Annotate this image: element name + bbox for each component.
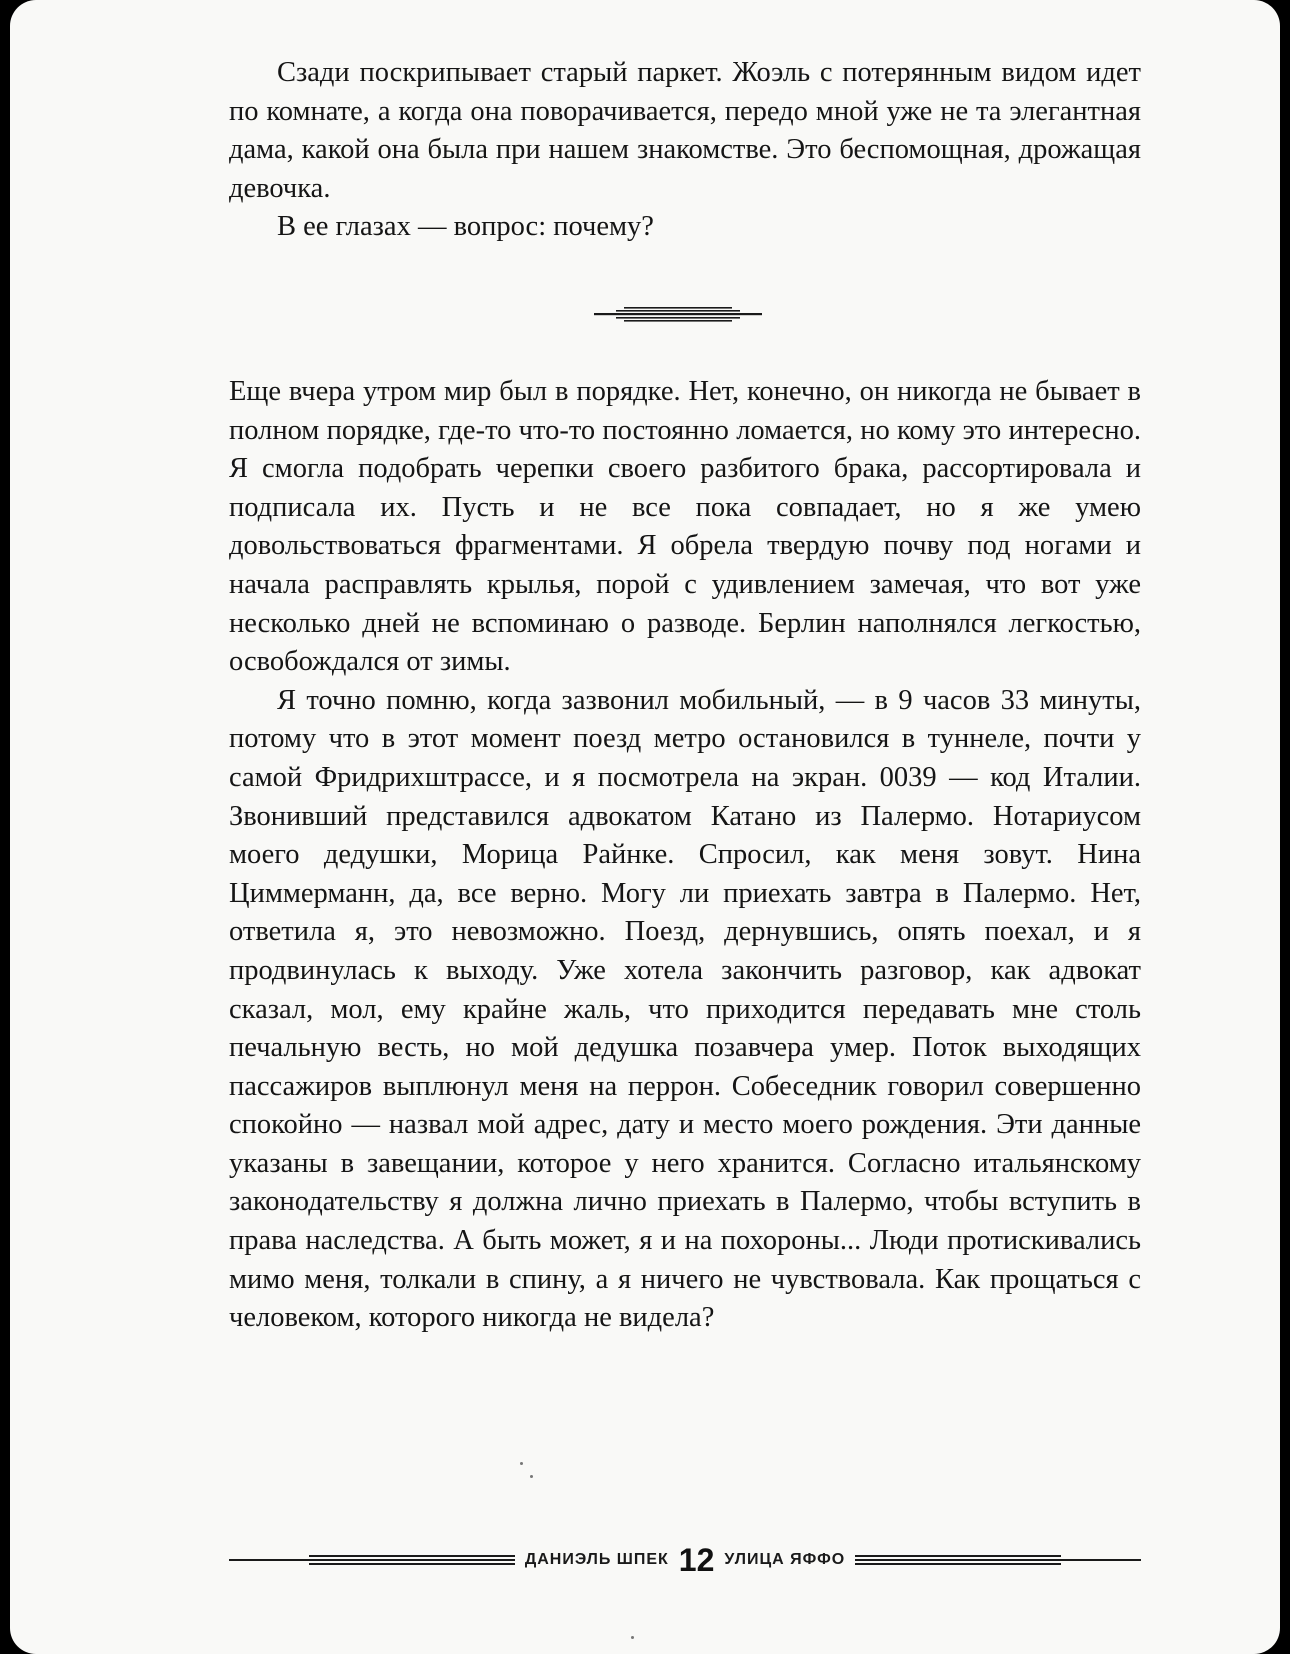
footer-rule-right bbox=[855, 1553, 1141, 1567]
page-number: 12 bbox=[678, 1542, 715, 1578]
main-text-block bbox=[229, 373, 1141, 1338]
running-footer bbox=[229, 1542, 1141, 1578]
footer-rule-left bbox=[229, 1553, 515, 1567]
book-page bbox=[10, 0, 1280, 1654]
print-speck bbox=[520, 1462, 523, 1465]
print-speck bbox=[631, 1636, 634, 1639]
section-separator-ornament bbox=[594, 305, 762, 323]
paragraph: Я точно помню, когда зазвонил мобильный, — в 9 часов 33 минуты, потому что в этот момент поезд метро остановился в туннеле, почти у самой Фридрихштрассе, и я посмотрела на экран. 0039 — код Италии. Звонивший представился адвокатом Катано из Палермо. Нотариусом моего дедушки, Морица Райнке. Спросил, как меня зовут. Нина Циммерманн, да, все верно. Могу ли приехать завтра в Палермо. Нет, ответила я, это невозможно. Поезд, дернувшись, опять поехал, и я продвинулась к выходу. Уже хотела закончить разговор, как адвокат сказал, мол, ему крайне жаль, что приходится передавать мне столь печальную весть, но мой дедушка позавчера умер. Поток выходящих пассажиров выплюнул меня на перрон. Собеседник говорил совершенно спокойно — назвал мой адрес, дату и место моего рождения. Эти данные указаны в завещании, которое у него хранится. Согласно итальянскому законодательству я должна лично приехать в Палермо, чтобы вступить в права наследства. А быть может, я и на похороны... Люди протискивались мимо меня, толкали в спину, а я ничего не чувствовала. Как прощаться с человеком, которого никогда не видела? bbox=[229, 684, 1141, 1334]
paragraph: Еще вчера утром мир был в порядке. Нет, конечно, он никогда не бывает в полном порядке, где-то что-то постоянно ломается, но кому это интересно. Я смогла подобрать черепки своего разбитого брака, рассортировала и подписала их. Пусть и не все пока совпадает, но я же умею довольствоваться фрагментами. Я обрела твердую почву под ногами и начала расправлять крылья, порой с удивлением замечая, что вот уже несколько дней не вспоминаю о разводе. Берлин наполнялся легкостью, освобождался от зимы. bbox=[229, 376, 1141, 678]
footer-book-title: УЛИЦА ЯФФО bbox=[724, 1551, 846, 1568]
footer-author: ДАНИЭЛЬ ШПЕК bbox=[524, 1551, 669, 1568]
print-speck bbox=[530, 1475, 533, 1478]
paragraph: В ее глазах — вопрос: почему? bbox=[277, 211, 654, 243]
top-text-block bbox=[229, 54, 1141, 247]
paragraph: Сзади поскрипывает старый паркет. Жоэль с потерянным видом идет по комнате, а когда она поворачивается, передо мной уже не та элегантная дама, какой она была при нашем знакомстве. Это беспомощная, дрожащая девочка. bbox=[229, 57, 1141, 204]
